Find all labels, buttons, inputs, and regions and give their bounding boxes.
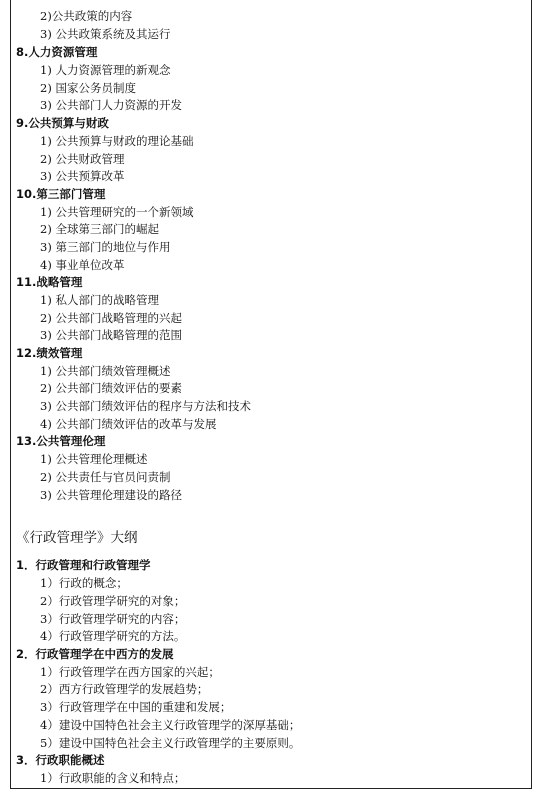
outline-title: 《行政管理学》大纲: [16, 530, 138, 546]
list-item: 1) 公共部门绩效管理概述: [40, 364, 171, 378]
list-item: 2) 公共财政管理: [40, 152, 125, 166]
list-item: 1）行政管理学在西方国家的兴起；: [40, 665, 220, 679]
section-heading: 1．行政管理和行政管理学: [16, 558, 151, 572]
section-heading: 3．行政职能概述: [16, 753, 105, 767]
list-item: 2）西方行政管理学的发展趋势；: [40, 682, 209, 696]
list-item: 2) 全球第三部门的崛起: [40, 222, 159, 236]
list-item: 2)公共政策的内容: [40, 9, 133, 23]
section-heading: 10.第三部门管理: [16, 187, 106, 201]
section-heading: 13.公共管理伦理: [16, 434, 106, 448]
list-item: 2) 公共部门战略管理的兴起: [40, 311, 182, 325]
list-item: 1) 公共预算与财政的理论基础: [40, 134, 194, 148]
list-item: 3) 公共预算改革: [40, 169, 125, 183]
list-item: 3) 公共部门战略管理的范围: [40, 328, 182, 342]
section-heading: 8.人力资源管理: [16, 45, 98, 59]
list-item: 1）行政的概念；: [40, 576, 128, 590]
list-item: 5）建设中国特色社会主义行政管理学的主要原则。: [40, 736, 301, 750]
list-item: 3) 公共部门绩效评估的程序与方法和技术: [40, 399, 251, 413]
list-item: 2）行政管理学研究的对象；: [40, 594, 186, 608]
list-item: 3）行政管理学在中国的重建和发展；: [40, 700, 232, 714]
list-item: 4) 事业单位改革: [40, 258, 125, 272]
list-item: 4) 公共部门绩效评估的改革与发展: [40, 417, 217, 431]
section-heading: 2．行政管理学在中西方的发展: [16, 647, 174, 661]
list-item: 3) 公共政策系统及其运行: [40, 27, 171, 41]
list-item: 2) 公共部门绩效评估的要素: [40, 381, 182, 395]
list-item: 3) 公共部门人力资源的开发: [40, 98, 182, 112]
list-item: 1) 公共管理研究的一个新领域: [40, 205, 194, 219]
list-item: 3) 公共管理伦理建设的路径: [40, 488, 182, 502]
list-item: 2) 国家公务员制度: [40, 81, 136, 95]
list-item: 1）行政职能的含义和特点；: [40, 771, 186, 785]
list-item: 3) 第三部门的地位与作用: [40, 240, 171, 254]
list-item: 4）行政管理学研究的方法。: [40, 629, 186, 643]
list-item: 4）建设中国特色社会主义行政管理学的深厚基础；: [40, 718, 301, 732]
list-item: 1) 公共管理伦理概述: [40, 452, 148, 466]
section-heading: 12.绩效管理: [16, 346, 83, 360]
list-item: 2) 公共责任与官员问责制: [40, 470, 171, 484]
section-heading: 11.战略管理: [16, 275, 83, 289]
list-item: 1) 人力资源管理的新观念: [40, 63, 171, 77]
list-item: 1) 私人部门的战略管理: [40, 293, 159, 307]
list-item: 3）行政管理学研究的内容；: [40, 612, 186, 626]
section-heading: 9.公共预算与财政: [16, 116, 109, 130]
